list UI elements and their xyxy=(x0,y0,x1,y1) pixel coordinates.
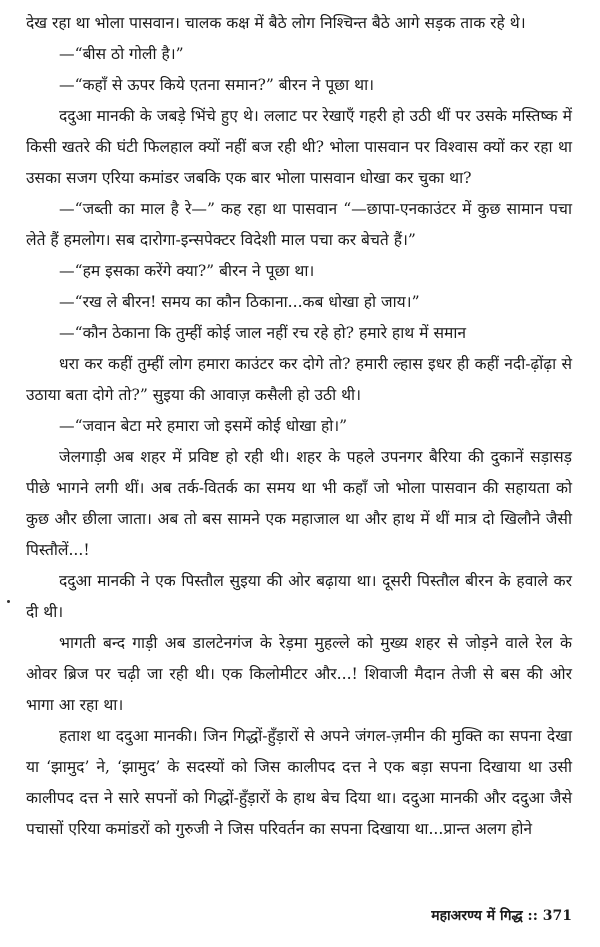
paragraph: —“कौन ठेकाना कि तुम्हीं कोई जाल नहीं रच रहे हो? हमारे हाथ में समान xyxy=(59,324,467,342)
paragraph: देख रहा था भोला पासवान। चालक कक्ष में बैठे लोग निश्चिन्त बैठे आगे सड़क ताक रहे थे। xyxy=(26,14,526,32)
paragraph: —“रख ले बीरन! समय का कौन ठिकाना...कब धोखा हो जाय।” xyxy=(59,293,420,311)
body-text xyxy=(26,8,572,845)
paragraph: —“बीस ठो गोली है।” xyxy=(59,45,184,63)
paragraph: —“कहाँ से ऊपर किये एतना समान?” बीरन ने पूछा था। xyxy=(59,76,375,94)
paragraph: —“जवान बेटा मरे हमारा जो इसमें कोई धोखा हो।” xyxy=(59,417,348,435)
paragraph: ददुआ मानकी ने एक पिस्तौल सुइया की ओर बढ़ाया था। दूसरी पिस्तौल बीरन के हवाले कर दी थी। xyxy=(26,572,572,621)
page-footer: महाअरण्य में गिद्ध :: 371 xyxy=(431,908,572,924)
paragraph: —“जब्ती का माल है रे—” कह रहा था पासवान “—छापा-एनकाउंटर में कुछ सामान पचा लेते हैं हमलोग। सब दारोगा-इन्सपेक्टर विदेशी माल पचा कर बेचते हैं।” xyxy=(26,200,572,249)
paragraph: धरा कर कहीं तुम्हीं लोग हमारा काउंटर कर दोगे तो? हमारी ल्हास इधर ही कहीं नदी-ढ़ोंढ़ा से उठाया बता दोगे तो?” सुइया की आवाज़ कसैली हो उठी थी। xyxy=(26,355,572,404)
paragraph: जेलगाड़ी अब शहर में प्रविष्ट हो रही थी। शहर के पहले उपनगर बैरिया की दुकानें सड़ासड़ पीछे भागने लगी थीं। अब तर्क-वितर्क का समय था भी कहाँ जो भोला पासवान की सहायता को कुछ और छीला जाता। अब तो बस सामने एक महाजाल था और हाथ में थीं मात्र दो खिलौने जैसी पिस्तौलें...! xyxy=(26,448,572,559)
margin-mark xyxy=(7,600,10,603)
paragraph: ददुआ मानकी के जबड़े भिंचे हुए थे। ललाट पर रेखाएँ गहरी हो उठी थीं पर उसके मस्तिष्क में किसी खतरे की घंटी फिलहाल क्यों नहीं बज रही थी? भोला पासवान पर विश्वास क्यों कर रहा था उसका सजग एरिया कमांडर जबकि एक बार भोला पासवान धोखा कर चुका था? xyxy=(26,107,572,187)
paragraph: भागती बन्द गाड़ी अब डालटेनगंज के रेड़मा मुहल्ले को मुख्य शहर से जोड़ने वाले रेल के ओवर ब्रिज पर चढ़ी जा रही थी। एक किलोमीटर और...! शिवाजी मैदान तेजी से बस की ओर भागा आ रहा था। xyxy=(26,634,572,714)
paragraph: हताश था ददुआ मानकी। जिन गिद्धों-हुँड़ारों से अपने जंगल-ज़मीन की मुक्ति का सपना देखा या ‘झामुद’ ने, ‘झामुद’ के सदस्यों को जिस कालीपद दत्त ने एक बड़ा सपना दिखाया था उसी कालीपद दत्त ने सारे सपनों को गिद्धों-हुँड़ारों के हाथ बेच दिया था। ददुआ मानकी और ददुआ जैसे पचासों एरिया कमांडरों को गुरुजी ने जिस परिवर्तन का सपना दिखाया था...प्रान्त अलग होने xyxy=(26,727,572,838)
paragraph: —“हम इसका करेंगे क्या?” बीरन ने पूछा था। xyxy=(59,262,315,280)
